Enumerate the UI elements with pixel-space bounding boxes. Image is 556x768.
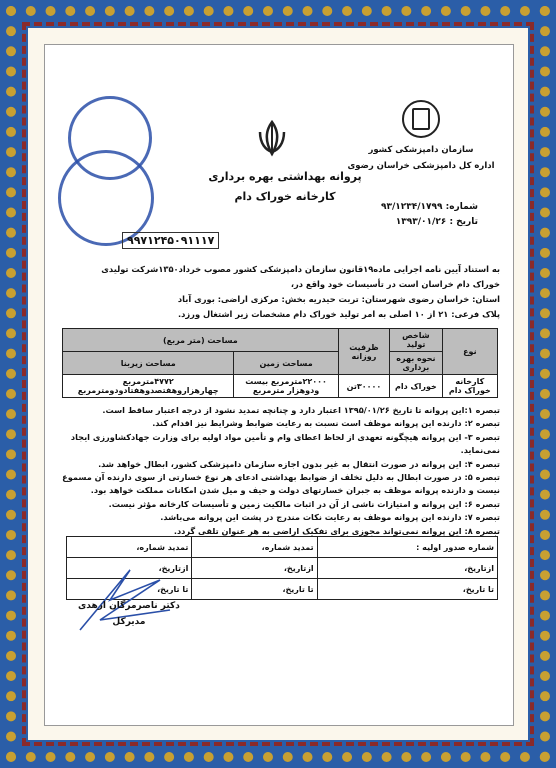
header-type: نوع [442,329,497,375]
org-name: سازمان دامپزشکی کشور [368,145,474,155]
header-land: مساحت زمین [234,352,338,375]
date-value: ۱۳۹۳/۰۱/۲۶ [395,217,447,227]
cell-type: کارخانه خوراک دام [442,375,497,398]
note-3: تبصره ۳- این پروانه هیچگونه تعهدی از لحاظ اعطای وام و تأمین مواد اولیه برای وزارت جهادکشاورزی ایجاد نمی‌نماید. [70,431,500,456]
cell-capacity: ۳۰۰۰۰تن [338,375,389,398]
note-2: تبصره ۲: دارنده این پروانه موظف است نسبت به رعایت ضوابط وشرایط نیز اقدام کند. [152,418,500,429]
signer-name: دکتر ناصرمرگان ازهدی [78,601,180,611]
jihad-logo-icon [402,100,440,138]
signer-role: مدیرکل [112,617,146,627]
number-value: ۹۳/۱۲۳۴/۱۷۹۹ [380,202,443,212]
note-4: تبصره ۴: این پروانه در صورت انتقال به غیر بدون اجازه سازمان دامپزشکی کشور، ابطال خواهد شد. [98,458,500,469]
signature-block [78,598,180,630]
note-7: تبصره ۷: دارنده این پروانه موظف به رعایت نکات مندرج در پشت این پروانه می‌باشد. [160,512,500,523]
date-label: تاریخ : [449,217,478,227]
header-building: مساحت زیربنا [63,352,234,375]
number-label: شماره: [445,202,478,212]
certificate-title: پروانه بهداشتی بهره برداری [208,170,362,183]
specs-table [62,328,498,398]
note-6: تبصره ۶: این پروانه و امتیازات ناشی از آن در اثبات مالکیت زمین و تأسیسات کارخانه مؤثر نیست. [108,498,500,509]
header-area: مساحت (متر مربع) [63,329,339,352]
certificate-number-block [381,200,478,230]
table-row [63,375,498,398]
body-line-2: خوراک دام خراسان است در تأسیسات خود واقع در، [290,279,500,289]
renewal-from-2: ازتاریخ، [192,558,317,579]
cell-land: ۲۲۰۰۰مترمربع بیست ودوهزار مترمربع [234,375,338,398]
org-department: اداره کل دامپزشکی خراسان رضوی [347,161,495,171]
renewal-2: تمدید شماره، [192,537,317,558]
notes-list [58,404,500,538]
header-capacity: ظرفیت روزانه [338,329,389,375]
note-8: تبصره ۸: این پروانه نمی‌تواند مجوزی برای تفکیک اراضی به هر عنوان تلقی گردد. [173,525,500,536]
renewal-to-2: تا تاریخ، [192,579,317,600]
note-5: تبصره ۵: در صورت ابطال به دلیل تخلف از ضوابط بهداشتی ادعای هر نوع خسارتی از سوی دارنده آن مسموع نیست و دارنده پروانه موظف به جبران خسارتهای دولت و حیف و میل شدن امکانات مملکت خواهد بود. [62,472,500,496]
body-line-4: پلاک فرعی: ۲۱ از ۱۰ اصلی به امر تولید خوراک دام مشخصات زیر اشتغال ورزد. [177,309,500,319]
org-header [326,100,516,174]
cell-owner: خوراک دام [390,375,443,398]
body-text [58,262,500,322]
certificate-subtitle: کارخانه خوراک دام [234,190,336,203]
body-line-3: استان: خراسان رضوی شهرستان: تربت حیدریه بخش: مرکزی اراضی: بوری آباد [177,294,500,304]
iran-emblem-icon [252,118,292,158]
header-owner: شاخص تولید [390,329,443,352]
renewal-to-1: تا تاریخ، [317,579,497,600]
body-line-1: به استناد آیین نامه اجرایی ماده۱۹قانون سازمان دامپزشکی کشور مصوب خرداد۱۳۵۰شرکت تولیدی [101,264,500,274]
renewal-to-3: تا تاریخ، [67,579,192,600]
renewal-from-1: ازتاریخ، [317,558,497,579]
serial-number: ۹۹۷۱۲۴۵۰۹۱۱۱۷ [122,232,219,249]
renewal-from-3: ازتاریخ، [67,558,192,579]
cell-building: ۴۷۷۲مترمربع چهارهزاروهفتصدوهفتادودومترمربع [63,375,234,398]
header-owner-sub: نحوه بهره برداری [390,352,443,375]
note-1: تبصره ۱:این پروانه تا تاریخ ۱۳۹۵/۰۱/۲۶ اعتبار دارد و چنانچه تمدید نشود از درجه اعتبار ساقط است. [102,405,500,415]
renewal-3: تمدید شماره، [67,537,192,558]
renewal-initial: شماره صدور اولیه : [317,537,497,558]
